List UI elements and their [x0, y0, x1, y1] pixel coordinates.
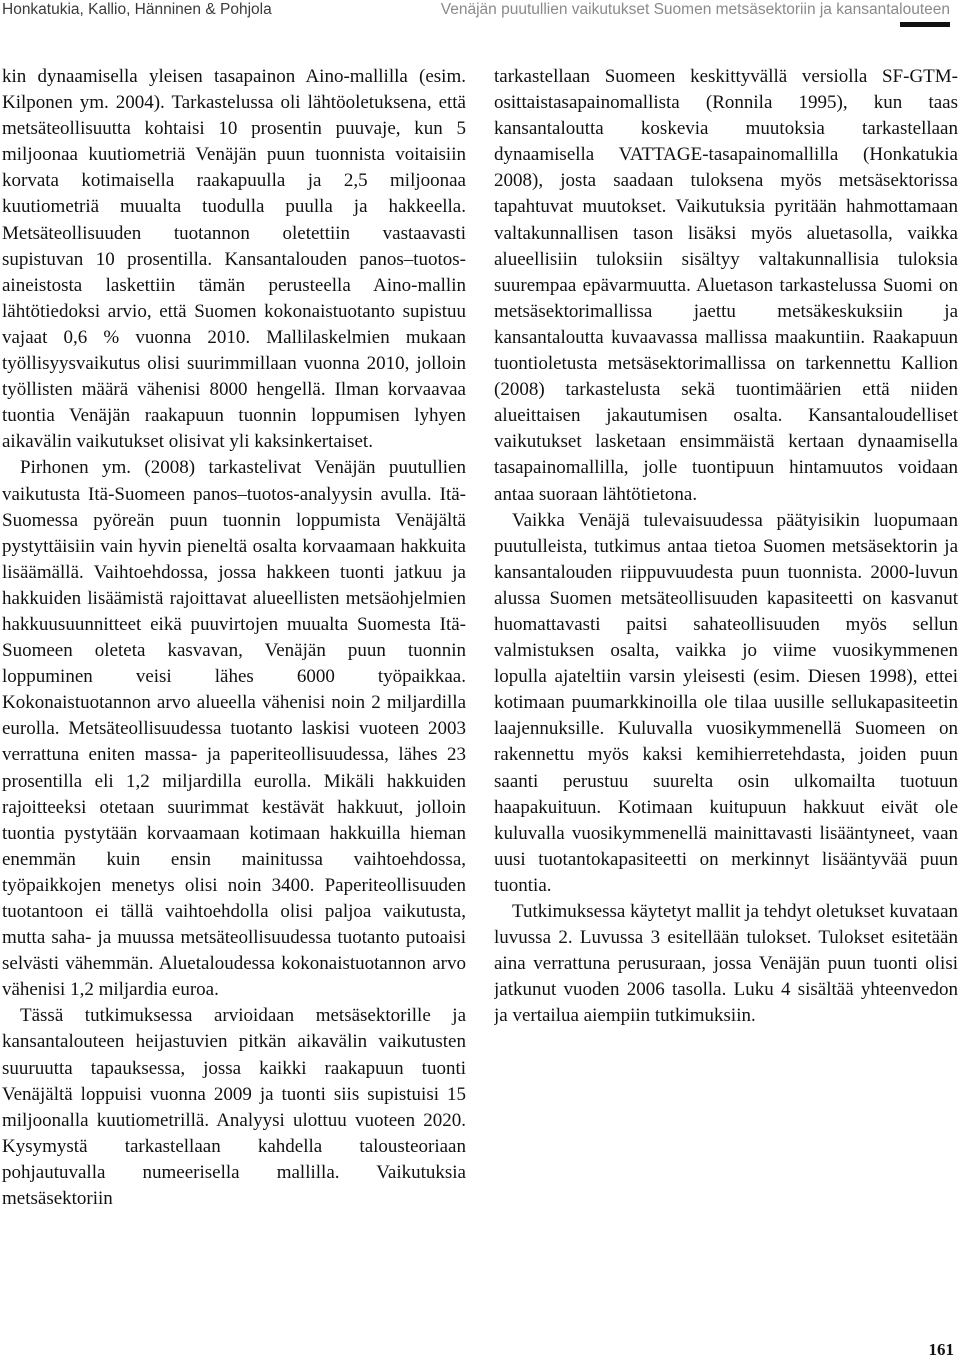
running-header [0, 0, 960, 26]
header-title: Venäjän puutullien vaikutukset Suomen metsäsektoriin ja kansantalouteen [440, 1, 950, 18]
header-authors: Honkatukia, Kallio, Hänninen & Pohjola [2, 1, 272, 18]
left-column [2, 64, 466, 1324]
right-column [494, 64, 958, 1114]
page-number: 161 [928, 1340, 954, 1359]
paragraph: kin dynaamisella yleisen tasapainon Aino-mallilla (esim. Kilponen ym. 2004). Tarkastelussa oli lähtöoletuksena, että metsäteollisuutta kohtaisi 10 prosentin puuvaje, kun 5 miljoonaa kuutiometriä Venäjän puun tuonnista voitaisiin korvata kotimaisella raakapuulla ja 2,5 miljoonaa kuutiometriä muualta tuodulla puulla ja hakkeella. Metsäteollisuuden tuotannon oletettiin vastaavasti supistuvan 10 prosentilla. Kansantalouden panos–tuotos-aineistosta laskettiin tämän perusteella Aino-mallin lähtötiedoksi arvio, että Suomen kokonaistuotanto supistuu vajaat 0,6 % vuonna 2010. Mallilaskelmien mukaan työllisyysvaikutus olisi suurimmillaan vuonna 2010, jolloin työllisten määrä vähenisi 8000 hengellä. Ilman korvaavaa tuontia Venäjän raakapuun tuonnin loppumisen lyhyen aikavälin vaikutukset olisivat yli kaksinkertaiset. [2, 66, 466, 453]
paragraph: tarkastellaan Suomeen keskittyvällä versiolla SF-GTM-osittaistasapainomallista (Ronnila 1995), kun taas kansantaloutta koskevia muutoksia tarkastellaan dynaamisella VATTAGE-tasapainomallilla (Honkatukia 2008), josta saadaan tuloksena myös metsäsektorissa tapahtuvat muutokset. Vaikutuksia pyritään hahmottamaan valtakunnallisen tason lisäksi myös aluetasolla, vaikka alueellisiin tuloksiin sisältyy valtakunnallisia tuloksia suurempaa epävarmuutta. Aluetason tarkastelussa Suomi on metsäsektorimallissa jaettu metsäkeskuksiin ja kansantaloutta kuvaavassa mallissa maakuntiin. Raakapuun tuontioletusta metsäsektorimallissa on tarkennettu Kallion (2008) tarkastelusta sekä tuontimäärien että niiden alueittaisen jakautumisen osalta. Kansantaloudelliset vaikutukset lasketaan ensimmäistä kertaan dynaamisella tasapainomallilla, jolle tuontipuun hintamuutos voidaan antaa suoraan lähtötietona. [494, 66, 958, 505]
paragraph: Tässä tutkimuksessa arvioidaan metsäsektorille ja kansantalouteen heijastuvien pitkän aikavälin vaikutusten suuruutta tapauksessa, jossa kaikki raakapuun tuonti Venäjältä loppuisi vuonna 2009 ja tuonti siis supistuisi 15 miljoonalla kuutiometrillä. Analyysi ulottuu vuoteen 2020. Kysymystä tarkastellaan kahdella talousteoriaan pohjautuvalla numeerisella mallilla. Vaikutuksia metsäsektoriin [2, 1005, 466, 1210]
paragraph: Pirhonen ym. (2008) tarkastelivat Venäjän puutullien vaikutusta Itä-Suomeen panos–tuotos-analyysin avulla. Itä-Suomessa pyöreän puun tuonnin loppumista Venäjältä pystyttäisiin vain hyvin pieneltä osalta korvaamaan hakkuita lisäämällä. Vaihtoehdossa, jossa hakkeen tuonti jatkuu ja hakkuiden lisäämistä rajoittavat alueellisten metsäohjelmien hakkuusuunnitteet eikä puuvirtojen muualta Suomesta Itä-Suomeen oleteta kasvavan, Venäjän puun tuonnin loppuminen veisi lähes 6000 työpaikkaa. Kokonaistuotannon arvo alueella vähenisi noin 2 miljardilla eurolla. Metsäteollisuudessa tuotanto laskisi vuoteen 2003 verrattuna eniten massa- ja paperiteollisuudessa, lähes 23 prosentilla eli 1,2 miljardilla eurolla. Mikäli hakkuiden rajoitteeksi otetaan suurimmat kestävät hakkuut, jolloin tuontia pystytään korvaamaan kotimaan hakkuilla hieman enemmän kuin ensin mainitussa vaihtoehdossa, työpaikkojen menetys olisi noin 3400. Paperiteollisuuden tuotantoon ei tällä vaihtoehdolla olisi paljoa vaikutusta, mutta saha- ja muussa metsäteollisuudessa tuotanto putoaisi selvästi vähemmän. Aluetaloudessa kokonaistuotannon arvo vähenisi 1,2 miljardia euroa. [2, 457, 466, 1001]
paragraph: Tutkimuksessa käytetyt mallit ja tehdyt oletukset kuvataan luvussa 2. Luvussa 3 esitellään tulokset. Tulokset esitetään aina verrattuna perusuraan, jossa Venäjän puun tuonti olisi jatkunut vuoden 2006 tasolla. Luku 4 sisältää yhteenvedon ja vertailua aiempiin tutkimuksiin. [494, 901, 958, 1027]
paragraph: Vaikka Venäjä tulevaisuudessa päätyisikin luopumaan puutulleista, tutkimus antaa tietoa Suomen metsäsektorin ja kansantalouden riippuvuudesta puun tuonnista. 2000-luvun alussa Suomen metsäteollisuuden kapasiteetti on kasvanut huomattavasti paitsi sahateollisuuden myös sellun valmistuksen osalta, vaikka jo viime vuosikymmenen lopulla ajateltiin varsin yleisesti (esim. Diesen 1998), ettei kotimaan puumarkkinoilla ole tilaa uusille sellukapasiteetin laajennuksille. Kuluvalla vuosikymmenellä Suomeen on rakennettu myös kaksi kemihierretehdasta, joiden puun saanti perustuu suurelta osin ulkomailta tuotuun haapakuituun. Kotimaan kuitupuun hakkuut eivät ole kuluvalla vuosikymmenellä mainittavasti lisääntyneet, vaan uusi tuotantokapasiteetti on merkinnyt lisääntyvää puun tuontia. [494, 509, 958, 896]
header-bar [900, 22, 950, 27]
